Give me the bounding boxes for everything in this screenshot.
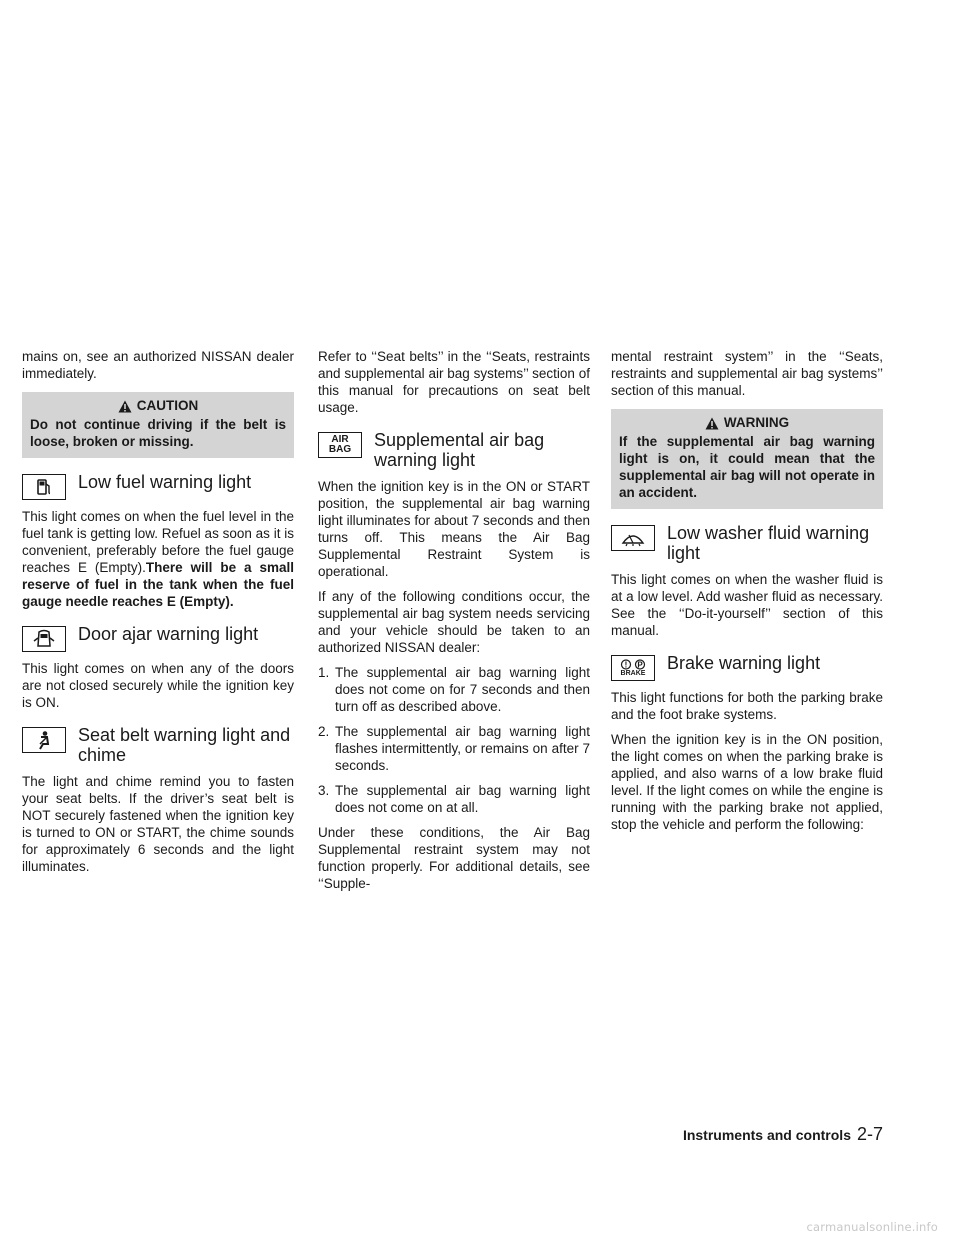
warning-box [611,409,883,509]
door-ajar-heading [22,624,294,652]
page-footer [611,1124,883,1145]
air-bag-heading [318,430,590,470]
list-item [318,723,590,774]
low-fuel-text-normal: This light comes on when the fuel level in the fuel tank is getting low. Refuel as soon as it is convenient, preferably before the fuel gauge reaches E (Empty). [22,509,294,575]
caution-box [22,392,294,458]
warning-header [619,413,875,433]
list-item-text: The supplemental air bag warning light does not come on for 7 seconds and then turn off as described above. [335,665,590,714]
caution-header [30,396,286,416]
seat-belt-icon [22,727,66,753]
column-2 [318,348,590,900]
svg-text:P: P [637,660,643,669]
air-bag-title: Supplemental air bag warning light [374,430,545,470]
washer-heading [611,523,883,563]
svg-text:!: ! [624,660,628,669]
seat-belt-text: The light and chime remind you to fasten your seat belts. If the driver’s seat belt is NOT securely fastened when the ignition key is turned to ON or START, the chime sounds for approximately 6 seconds and the light illuminates. [22,774,294,874]
list-item-number: 3. [318,783,330,798]
low-fuel-text-bold: There will be a small reserve of fuel in the tank when the fuel gauge needle reaches E (Empty). [22,560,294,609]
warning-text: If the supplemental air bag warning light is on, it could mean that the supplemental air bag will not operate in an accident. [619,434,875,500]
door-ajar-title: Door ajar warning light [78,624,259,644]
warning-triangle-icon [118,400,132,413]
brake-circles-icon [618,659,648,670]
seat-belt-title: Seat belt warning light and chime [78,725,291,765]
brake-icon [611,655,655,681]
washer-fluid-icon [611,525,655,551]
washer-title: Low washer fluid warning light [667,523,870,563]
watermark: carmanualsonline.info [806,1220,938,1234]
car-door-open-icon [22,626,66,652]
intro-text: mains on, see an authorized NISSAN dealer immediately. [22,349,294,381]
air-bag-p3: Under these conditions, the Air Bag Supplemental restraint system may not function properly. For additional details, see ‘‘Supple- [318,825,590,891]
caution-label: CAUTION [136,398,199,413]
brake-icon-text: BRAKE [620,669,646,677]
restraint-reference-text: mental restraint system’’ in the ‘‘Seats, restraints and supplemental air bag systems’’ section of this manual. [611,349,883,398]
air-bag-p1: When the ignition key is in the ON or START position, the supplemental air bag warning light illuminates for about 7 seconds and then turns off. This means the Air Bag Supplemental Restraint System is operational. [318,479,590,579]
seat-belt-reference-text: Refer to ‘‘Seat belts’’ in the ‘‘Seats, restraints and supplemental air bag systems’’ section of this manual for precautions on seat belt usage. [318,349,590,415]
air-bag-conditions-list [318,664,590,816]
list-item-number: 2. [318,724,330,739]
warning-triangle-icon [705,417,719,430]
section-title: Instruments and controls [682,1127,851,1143]
brake-heading [611,653,883,681]
fuel-pump-icon [22,474,66,500]
page-number: 2-7 [856,1124,883,1144]
washer-text: This light comes on when the washer fluid is at a low level. Add washer fluid as necessary. See the ‘‘Do-it-yourself’’ section of this manual. [611,572,883,638]
brake-p2: When the ignition key is in the ON position, the light comes on when the parking brake is applied, and also warns of a low brake fluid level. If the light comes on while the engine is running with the parking brake not applied, stop the vehicle and perform the following: [611,732,883,832]
column-1 [22,348,294,883]
seat-belt-heading [22,725,294,765]
door-ajar-text: This light comes on when any of the doors are not closed securely while the ignition key is ON. [22,661,294,710]
low-fuel-text [22,508,294,610]
list-item [318,782,590,816]
air-bag-icon-line2: BAG [328,444,352,455]
caution-text: Do not continue driving if the belt is loose, broken or missing. [30,417,286,449]
air-bag-icon [318,432,362,458]
low-fuel-heading [22,472,294,500]
column-3 [611,348,883,841]
air-bag-p2: If any of the following conditions occur, the supplemental air bag system needs servicing and your vehicle should be taken to an authorized NISSAN dealer: [318,589,590,655]
list-item-number: 1. [318,665,330,680]
brake-p1: This light functions for both the parking brake and the foot brake systems. [611,690,883,722]
low-fuel-title: Low fuel warning light [78,472,252,492]
list-item [318,664,590,715]
warning-label: WARNING [723,415,790,430]
list-item-text: The supplemental air bag warning light does not come on at all. [335,783,590,815]
list-item-text: The supplemental air bag warning light flashes intermittently, or remains on after 7 seconds. [335,724,590,773]
brake-title: Brake warning light [667,653,821,673]
air-bag-icon-line1: AIR [331,434,349,445]
